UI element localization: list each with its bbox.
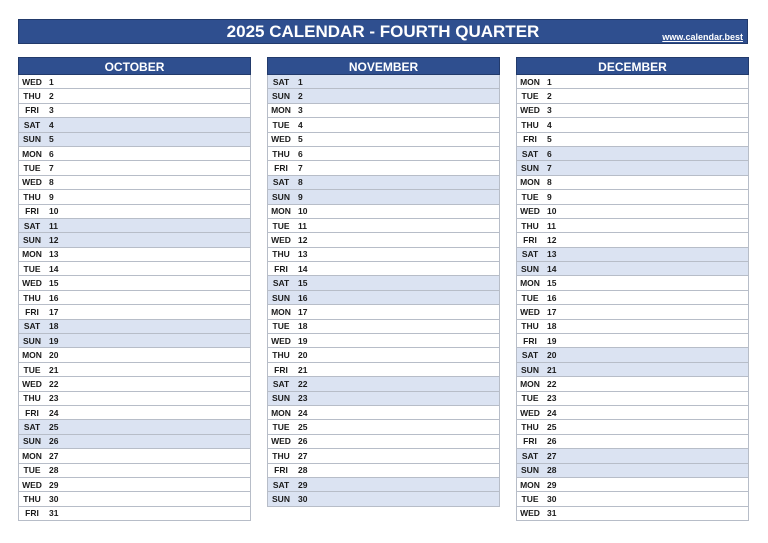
day-of-week: WED: [22, 76, 42, 87]
day-number: 28: [298, 465, 308, 476]
day-row: [267, 118, 500, 132]
day-number: 29: [298, 479, 308, 490]
day-number: 12: [298, 234, 308, 245]
day-number: 22: [298, 378, 308, 389]
day-row: [516, 291, 749, 305]
day-number: 13: [298, 249, 308, 260]
day-of-week: WED: [22, 378, 42, 389]
day-of-week: THU: [521, 422, 539, 433]
day-number: 18: [547, 321, 557, 332]
day-of-week: FRI: [274, 163, 288, 174]
day-row: [18, 89, 251, 103]
day-of-week: SAT: [272, 378, 290, 389]
day-of-week: SAT: [23, 220, 41, 231]
day-of-week: WED: [271, 335, 291, 346]
day-row: [267, 363, 500, 377]
day-row: [516, 89, 749, 103]
day-of-week: MON: [271, 105, 291, 116]
day-number: 23: [298, 393, 308, 404]
day-number: 26: [49, 436, 59, 447]
day-of-week: THU: [521, 119, 539, 130]
day-of-week: MON: [271, 407, 291, 418]
day-number: 30: [298, 494, 308, 505]
day-row: [267, 147, 500, 161]
day-number: 18: [49, 321, 59, 332]
day-of-week: FRI: [274, 465, 288, 476]
day-of-week: SAT: [272, 479, 290, 490]
day-row: [18, 334, 251, 348]
day-of-week: FRI: [25, 105, 39, 116]
day-number: 5: [49, 134, 54, 145]
day-row: [267, 104, 500, 118]
day-number: 4: [547, 119, 552, 130]
day-number: 27: [49, 450, 59, 461]
day-row: [516, 492, 749, 506]
day-number: 23: [547, 393, 557, 404]
day-row: [516, 104, 749, 118]
day-row: [516, 478, 749, 492]
day-of-week: FRI: [274, 263, 288, 274]
day-of-week: THU: [521, 220, 539, 231]
day-of-week: THU: [23, 191, 41, 202]
day-number: 1: [547, 76, 552, 87]
calendar-title-bar: [18, 19, 748, 44]
day-row: [516, 507, 749, 521]
day-of-week: FRI: [523, 134, 537, 145]
day-of-week: MON: [520, 76, 540, 87]
day-of-week: MON: [520, 378, 540, 389]
day-number: 17: [49, 306, 59, 317]
day-row: [516, 392, 749, 406]
day-of-week: MON: [271, 206, 291, 217]
day-number: 29: [49, 479, 59, 490]
day-of-week: SAT: [521, 249, 539, 260]
day-number: 9: [49, 191, 54, 202]
day-number: 25: [49, 422, 59, 433]
day-of-week: FRI: [25, 206, 39, 217]
day-row: [18, 190, 251, 204]
day-number: 23: [49, 393, 59, 404]
day-of-week: TUE: [521, 292, 539, 303]
day-row: [267, 291, 500, 305]
day-of-week: SUN: [521, 364, 539, 375]
day-number: 30: [49, 494, 59, 505]
day-of-week: SUN: [272, 191, 290, 202]
day-of-week: SUN: [23, 335, 41, 346]
day-row: [516, 205, 749, 219]
day-row: [516, 420, 749, 434]
day-number: 19: [547, 335, 557, 346]
day-of-week: MON: [520, 479, 540, 490]
day-of-week: TUE: [23, 263, 41, 274]
day-number: 19: [298, 335, 308, 346]
day-of-week: TUE: [23, 163, 41, 174]
day-of-week: FRI: [274, 364, 288, 375]
calendar-title: 2025 CALENDAR - FOURTH QUARTER: [226, 22, 540, 41]
day-number: 11: [49, 220, 58, 231]
day-of-week: WED: [520, 206, 540, 217]
day-row: [18, 75, 251, 89]
day-row: [18, 147, 251, 161]
day-row: [267, 89, 500, 103]
month-header-october: OCTOBER: [18, 57, 251, 75]
day-number: 4: [298, 119, 303, 130]
day-row: [516, 305, 749, 319]
day-of-week: TUE: [272, 220, 290, 231]
day-number: 10: [547, 206, 557, 217]
day-number: 6: [298, 148, 303, 159]
day-row: [267, 420, 500, 434]
day-row: [267, 233, 500, 247]
day-number: 17: [547, 306, 557, 317]
day-number: 13: [547, 249, 557, 260]
day-of-week: MON: [271, 306, 291, 317]
day-number: 31: [547, 508, 557, 519]
day-number: 15: [547, 278, 557, 289]
day-number: 20: [547, 350, 557, 361]
day-of-week: FRI: [25, 407, 39, 418]
day-of-week: MON: [520, 177, 540, 188]
day-number: 8: [49, 177, 54, 188]
day-of-week: SUN: [521, 465, 539, 476]
day-row: [18, 464, 251, 478]
day-row: [267, 262, 500, 276]
day-row: [267, 190, 500, 204]
day-list: [267, 75, 500, 507]
day-number: 2: [547, 91, 552, 102]
day-row: [18, 492, 251, 506]
day-row: [18, 320, 251, 334]
site-link[interactable]: www.calendar.best: [662, 32, 743, 42]
day-of-week: TUE: [272, 422, 290, 433]
day-row: [267, 248, 500, 262]
day-row: [516, 176, 749, 190]
day-of-week: THU: [272, 249, 290, 260]
day-row: [18, 161, 251, 175]
day-row: [18, 276, 251, 290]
day-row: [516, 435, 749, 449]
day-row: [18, 478, 251, 492]
month-november: [267, 57, 500, 507]
day-of-week: SUN: [272, 91, 290, 102]
day-number: 26: [547, 436, 557, 447]
day-row: [267, 75, 500, 89]
month-december: [516, 57, 749, 521]
day-of-week: TUE: [23, 364, 41, 375]
day-number: 4: [49, 119, 54, 130]
day-of-week: TUE: [521, 91, 539, 102]
day-row: [18, 205, 251, 219]
day-row: [516, 75, 749, 89]
day-row: [516, 190, 749, 204]
day-number: 18: [298, 321, 308, 332]
day-number: 29: [547, 479, 557, 490]
day-row: [18, 176, 251, 190]
day-of-week: WED: [520, 105, 540, 116]
day-row: [267, 205, 500, 219]
day-of-week: SUN: [272, 292, 290, 303]
day-row: [18, 219, 251, 233]
day-of-week: SUN: [23, 234, 41, 245]
day-row: [18, 133, 251, 147]
day-row: [516, 464, 749, 478]
day-row: [267, 176, 500, 190]
day-of-week: FRI: [523, 234, 537, 245]
day-row: [267, 392, 500, 406]
day-of-week: MON: [520, 278, 540, 289]
day-row: [267, 377, 500, 391]
day-number: 12: [547, 234, 557, 245]
day-number: 9: [298, 191, 303, 202]
day-row: [267, 406, 500, 420]
day-of-week: FRI: [523, 335, 537, 346]
day-of-week: WED: [520, 306, 540, 317]
day-row: [18, 118, 251, 132]
day-number: 12: [49, 234, 59, 245]
day-row: [267, 133, 500, 147]
day-row: [516, 320, 749, 334]
day-number: 3: [547, 105, 552, 116]
day-number: 27: [298, 450, 308, 461]
day-row: [18, 348, 251, 362]
day-number: 11: [298, 220, 307, 231]
day-of-week: SUN: [272, 393, 290, 404]
day-number: 21: [49, 364, 59, 375]
day-of-week: SUN: [272, 494, 290, 505]
day-row: [516, 133, 749, 147]
day-number: 17: [298, 306, 308, 317]
month-october: [18, 57, 251, 521]
day-of-week: THU: [23, 292, 41, 303]
day-number: 7: [49, 163, 54, 174]
day-row: [267, 449, 500, 463]
day-number: 10: [49, 206, 59, 217]
day-of-week: WED: [271, 234, 291, 245]
day-row: [516, 219, 749, 233]
day-row: [516, 262, 749, 276]
day-number: 24: [547, 407, 557, 418]
day-of-week: THU: [23, 494, 41, 505]
day-row: [18, 449, 251, 463]
day-of-week: THU: [23, 393, 41, 404]
day-row: [18, 104, 251, 118]
month-header-november: NOVEMBER: [267, 57, 500, 75]
day-number: 24: [298, 407, 308, 418]
day-row: [18, 406, 251, 420]
day-number: 25: [298, 422, 308, 433]
day-number: 19: [49, 335, 59, 346]
day-number: 6: [547, 148, 552, 159]
day-number: 20: [298, 350, 308, 361]
day-row: [18, 420, 251, 434]
day-row: [267, 478, 500, 492]
day-row: [18, 262, 251, 276]
day-of-week: THU: [272, 450, 290, 461]
day-of-week: SUN: [521, 263, 539, 274]
day-of-week: MON: [22, 450, 42, 461]
day-number: 3: [298, 105, 303, 116]
day-row: [267, 464, 500, 478]
day-of-week: SAT: [23, 422, 41, 433]
day-of-week: TUE: [272, 321, 290, 332]
day-of-week: SAT: [272, 278, 290, 289]
day-number: 7: [298, 163, 303, 174]
day-of-week: SAT: [521, 148, 539, 159]
day-row: [267, 305, 500, 319]
day-of-week: SAT: [521, 450, 539, 461]
day-row: [516, 161, 749, 175]
day-of-week: WED: [520, 407, 540, 418]
day-of-week: THU: [272, 350, 290, 361]
day-of-week: FRI: [25, 306, 39, 317]
day-number: 24: [49, 407, 59, 418]
day-number: 15: [49, 278, 59, 289]
day-of-week: FRI: [25, 508, 39, 519]
day-row: [18, 435, 251, 449]
day-number: 22: [49, 378, 59, 389]
day-row: [267, 161, 500, 175]
day-row: [267, 276, 500, 290]
day-row: [18, 377, 251, 391]
day-of-week: WED: [271, 134, 291, 145]
day-number: 28: [547, 465, 557, 476]
day-of-week: MON: [22, 350, 42, 361]
day-of-week: THU: [521, 321, 539, 332]
day-number: 28: [49, 465, 59, 476]
day-of-week: TUE: [23, 465, 41, 476]
day-number: 5: [547, 134, 552, 145]
day-row: [516, 377, 749, 391]
day-of-week: WED: [22, 177, 42, 188]
day-number: 16: [298, 292, 308, 303]
day-number: 7: [547, 163, 552, 174]
day-number: 5: [298, 134, 303, 145]
day-row: [18, 233, 251, 247]
day-number: 30: [547, 494, 557, 505]
day-number: 9: [547, 191, 552, 202]
day-of-week: TUE: [272, 119, 290, 130]
day-number: 1: [49, 76, 54, 87]
day-of-week: WED: [520, 508, 540, 519]
day-of-week: MON: [22, 249, 42, 260]
day-number: 13: [49, 249, 59, 260]
day-of-week: SAT: [23, 119, 41, 130]
day-row: [516, 406, 749, 420]
day-number: 21: [298, 364, 308, 375]
day-row: [18, 392, 251, 406]
day-of-week: WED: [22, 278, 42, 289]
day-row: [516, 449, 749, 463]
day-number: 14: [547, 263, 557, 274]
day-of-week: WED: [271, 436, 291, 447]
day-row: [267, 334, 500, 348]
day-row: [516, 248, 749, 262]
day-row: [516, 276, 749, 290]
day-of-week: TUE: [521, 393, 539, 404]
day-row: [516, 118, 749, 132]
day-of-week: SUN: [521, 163, 539, 174]
day-row: [516, 334, 749, 348]
day-number: 8: [298, 177, 303, 188]
day-of-week: THU: [272, 148, 290, 159]
day-number: 14: [49, 263, 59, 274]
day-number: 20: [49, 350, 59, 361]
day-number: 10: [298, 206, 308, 217]
day-of-week: SAT: [272, 177, 290, 188]
month-header-december: DECEMBER: [516, 57, 749, 75]
day-number: 31: [49, 508, 59, 519]
day-row: [516, 348, 749, 362]
day-number: 11: [547, 220, 556, 231]
day-number: 8: [547, 177, 552, 188]
day-number: 6: [49, 148, 54, 159]
day-row: [267, 435, 500, 449]
day-row: [267, 492, 500, 506]
day-number: 21: [547, 364, 557, 375]
day-row: [267, 348, 500, 362]
day-row: [18, 248, 251, 262]
day-of-week: SUN: [23, 134, 41, 145]
day-of-week: MON: [22, 148, 42, 159]
day-of-week: SAT: [23, 321, 41, 332]
day-of-week: THU: [23, 91, 41, 102]
day-row: [18, 363, 251, 377]
day-row: [18, 305, 251, 319]
day-row: [516, 363, 749, 377]
day-number: 1: [298, 76, 303, 87]
day-list: [516, 75, 749, 521]
day-of-week: TUE: [521, 191, 539, 202]
day-row: [18, 507, 251, 521]
day-of-week: SAT: [521, 350, 539, 361]
day-of-week: TUE: [521, 494, 539, 505]
day-row: [267, 320, 500, 334]
day-list: [18, 75, 251, 521]
day-number: 3: [49, 105, 54, 116]
day-number: 27: [547, 450, 557, 461]
day-number: 15: [298, 278, 308, 289]
day-number: 14: [298, 263, 308, 274]
day-row: [516, 147, 749, 161]
day-number: 2: [298, 91, 303, 102]
day-number: 2: [49, 91, 54, 102]
day-of-week: FRI: [523, 436, 537, 447]
day-number: 16: [547, 292, 557, 303]
day-of-week: SAT: [272, 76, 290, 87]
day-number: 16: [49, 292, 59, 303]
day-row: [18, 291, 251, 305]
day-of-week: WED: [22, 479, 42, 490]
day-of-week: SUN: [23, 436, 41, 447]
day-row: [516, 233, 749, 247]
day-number: 26: [298, 436, 308, 447]
day-number: 22: [547, 378, 557, 389]
day-number: 25: [547, 422, 557, 433]
day-row: [267, 219, 500, 233]
